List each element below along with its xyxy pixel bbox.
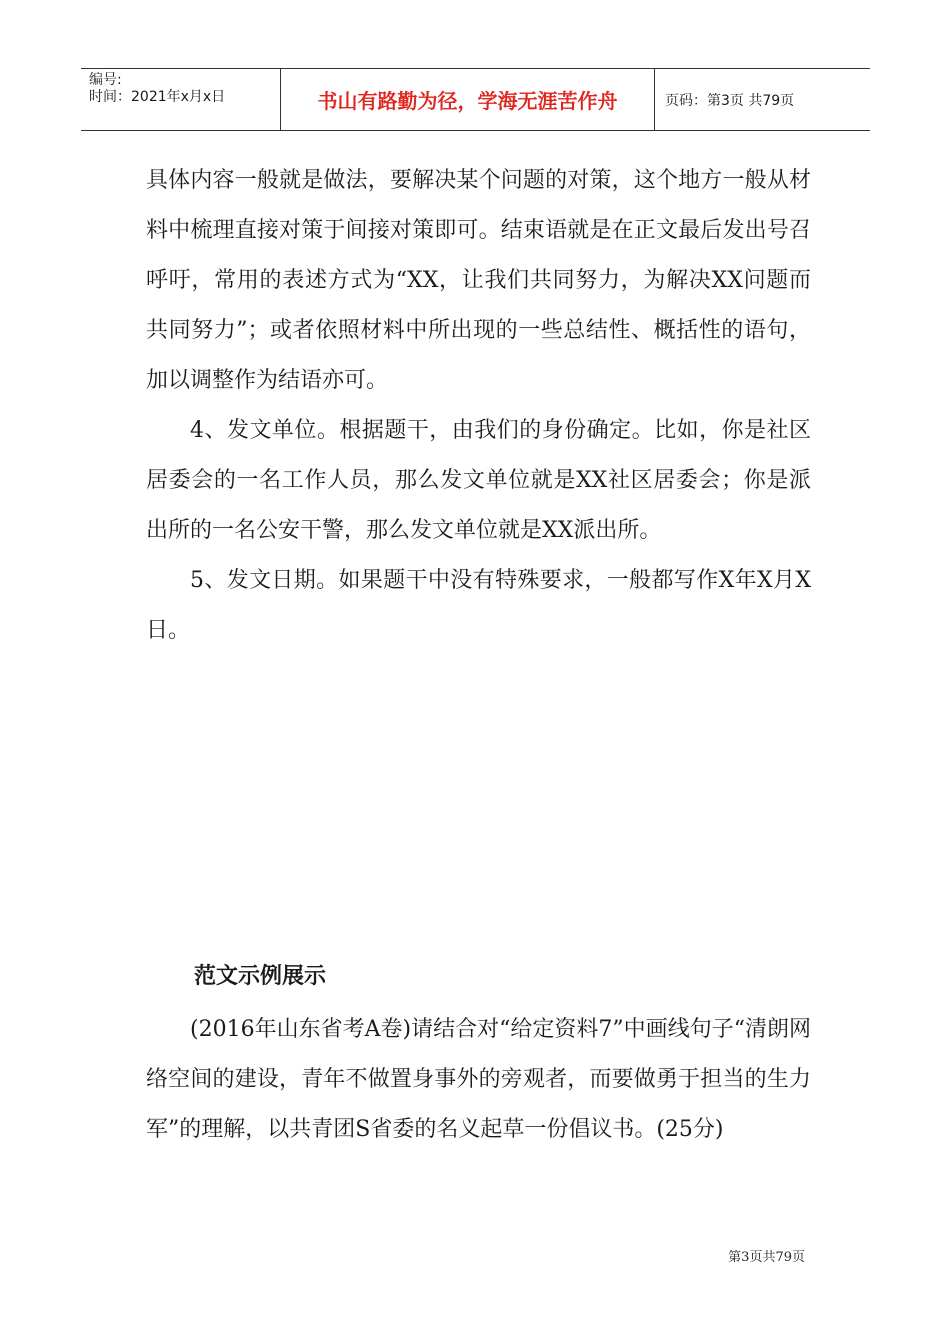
- doc-number-label: 编号:: [89, 72, 122, 88]
- example-section: [146, 1005, 811, 1155]
- section-title: 范文示例展示: [194, 964, 327, 989]
- page-footer: 第3页共79页: [728, 1250, 805, 1265]
- paragraph-body-content: 具体内容一般就是做法，要解决某个问题的对策，这个地方一般从材料中梳理直接对策于间接对策即可。结束语就是在正文最后发出号召呼吁，常用的表述方式为“XX，让我们共同努力，为解决XX问题而共同努力”；或者依照材料中所出现的一些总结性、概括性的语句，加以调整作为结语亦可。: [146, 168, 811, 393]
- paragraph-issuing-unit: 4、发文单位。根据题干，由我们的身份确定。比如，你是社区居委会的一名工作人员，那么发文单位就是XX社区居委会；你是派出所的一名公安干警，那么发文单位就是XX派出所。: [146, 418, 811, 543]
- page-header: [81, 68, 870, 131]
- paragraph-issuing-date: 5、发文日期。如果题干中没有特殊要求，一般都写作X年X月X日。: [146, 568, 811, 643]
- doc-time-label: 时间：2021年x月x日: [89, 89, 226, 105]
- paragraph-question: (2016年山东省考A卷)请结合对“给定资料7”中画线句子“清朗网络空间的建设，青年不做置身事外的旁观者，而要做勇于担当的生力军”的理解，以共青团S省委的名义起草一份倡议书。(25分): [146, 1017, 811, 1142]
- main-content: [146, 156, 811, 656]
- header-motto: 书山有路勤为径，学海无涯苦作舟: [281, 69, 655, 130]
- header-page-label: 页码：第3页 共79页: [665, 92, 795, 109]
- header-meta: [81, 69, 281, 130]
